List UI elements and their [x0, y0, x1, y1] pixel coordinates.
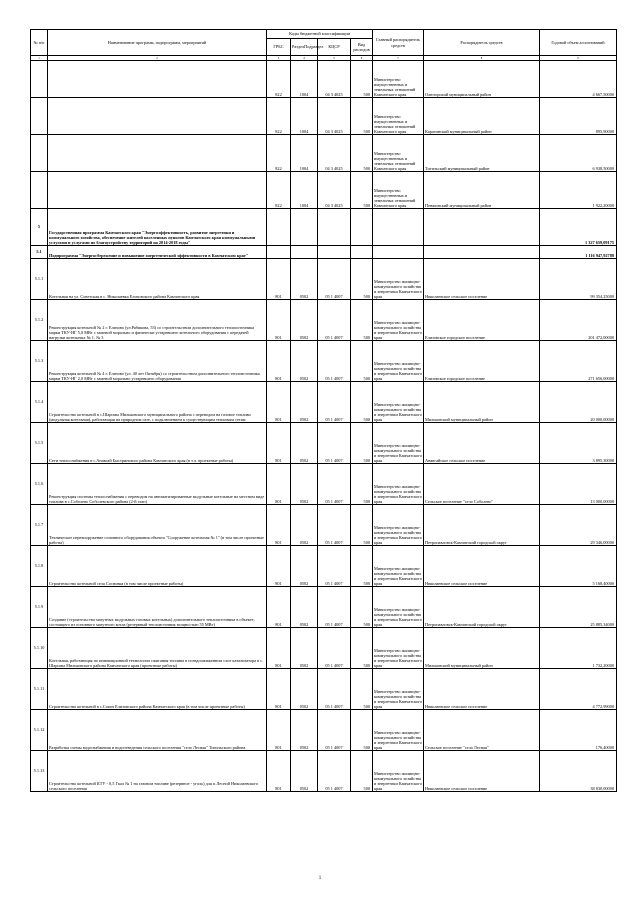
row-csr: 05 1 4007: [318, 751, 351, 792]
table-row: [31, 669, 617, 710]
table-row: [31, 246, 617, 259]
row-main-manager: Министерство жилищно-коммунального хозяйства и энергетики Камчатского края: [373, 669, 424, 710]
row-rzpr: 1004: [291, 98, 318, 135]
row-vr: 500: [351, 710, 373, 751]
table-row: [31, 628, 617, 669]
row-grbs: 801: [267, 423, 291, 464]
row-main-manager: Министерство жилищно-коммунального хозяйства и энергетики Камчатского края: [373, 382, 424, 423]
row-grbs: 822: [267, 172, 291, 209]
row-total: 271 656,00000: [540, 341, 617, 382]
row-name: [48, 61, 267, 98]
row-grbs: 801: [267, 464, 291, 505]
row-name: Подпрограмма "Энергосбережение и повышение энергетической эффективности в Камчатском крае": [48, 246, 267, 259]
row-number: 5.1.10: [31, 628, 48, 669]
row-rzpr: 0502: [291, 710, 318, 751]
row-rzpr: 0502: [291, 587, 318, 628]
column-number: 8: [424, 56, 540, 61]
row-number: [31, 98, 48, 135]
row-rzpr: [291, 209, 318, 246]
row-main-manager: Министерство имущественных и земельных отношений Камчатского края: [373, 135, 424, 172]
column-number: 3: [267, 56, 291, 61]
row-grbs: 801: [267, 546, 291, 587]
row-main-manager: Министерство жилищно-коммунального хозяйства и энергетики Камчатского края: [373, 710, 424, 751]
row-name: Сети теплоснабжения в с.Анавгай Быстринского района Камчатского края (в т.ч. проектные работы): [48, 423, 267, 464]
row-vr: 500: [351, 382, 373, 423]
row-vr: [351, 246, 373, 259]
row-total: 29 346,00000: [540, 505, 617, 546]
row-vr: 500: [351, 98, 373, 135]
row-name: Строительство котельной КТУ - 0,5 Гкал № 1 на газовом топливе (резервное - уголь) для п.Лесной Николаевского сельского поселения: [48, 751, 267, 792]
header-csr: КЦСР: [318, 39, 351, 56]
row-csr: 04 3 4025: [318, 172, 351, 209]
row-total: 1 732,20000: [540, 628, 617, 669]
row-grbs: 801: [267, 628, 291, 669]
row-grbs: 801: [267, 587, 291, 628]
row-total: 4 667,50000: [540, 61, 617, 98]
column-number: 6: [351, 56, 373, 61]
header-main: Главный распорядитель средств: [373, 30, 424, 56]
row-total: 6 938,50000: [540, 135, 617, 172]
row-total: 1 922,20000: [540, 172, 617, 209]
row-csr: 05 1 4007: [318, 300, 351, 341]
table-row: [31, 135, 617, 172]
row-vr: 500: [351, 423, 373, 464]
row-name: Реконструкция котельной № 4 г. Елизово (ул. 40 лет Октября) со строительством дополнительного теплоисточника марки ТКУ-НГ 2,0 МВт с заменой морально устаревшего оборудования: [48, 341, 267, 382]
row-recipient: Сельское поселение "село Соболево": [424, 464, 540, 505]
row-name: Котельная, работающая по инновационной технологии сжигания топлива в псевдоожиженном слое катализатора в с. Шаромы Мильковского района Камчатского края (проектные работы): [48, 628, 267, 669]
table-row: [31, 587, 617, 628]
row-vr: 500: [351, 259, 373, 300]
table-row: [31, 710, 617, 751]
row-rzpr: 0502: [291, 669, 318, 710]
row-total: 176,40000: [540, 710, 617, 751]
row-recipient: [424, 246, 540, 259]
table-row: [31, 423, 617, 464]
table-row: [31, 341, 617, 382]
row-recipient: Николаевское сельское поселение: [424, 546, 540, 587]
table-row: [31, 259, 617, 300]
column-number: 2: [48, 56, 267, 61]
row-name: Строительство котельной села Сосновка (в том числе проектные работы): [48, 546, 267, 587]
budget-table: [30, 29, 617, 792]
row-main-manager: Министерство имущественных и земельных отношений Камчатского края: [373, 61, 424, 98]
row-csr: 05 1 4007: [318, 546, 351, 587]
table-row: [31, 382, 617, 423]
row-vr: 500: [351, 505, 373, 546]
table-row: [31, 300, 617, 341]
row-total: 99 354,25000: [540, 259, 617, 300]
row-name: Разработка схемы водоснабжения и водоотведения сельского поселения "село Лесная" Тигильского района: [48, 710, 267, 751]
row-number: 5.1.3: [31, 341, 48, 382]
row-rzpr: 0502: [291, 300, 318, 341]
header-name: Наименование программ, подпрограмм, мероприятий: [48, 30, 267, 56]
row-grbs: 801: [267, 505, 291, 546]
row-grbs: 801: [267, 300, 291, 341]
row-csr: [318, 209, 351, 246]
header-num: № п/п: [31, 30, 48, 56]
row-main-manager: Министерство имущественных и земельных отношений Камчатского края: [373, 98, 424, 135]
row-number: 5.1.9: [31, 587, 48, 628]
row-main-manager: Министерство жилищно-коммунального хозяйства и энергетики Камчатского края: [373, 505, 424, 546]
row-main-manager: Министерство жилищно-коммунального хозяйства и энергетики Камчатского края: [373, 628, 424, 669]
row-number: 5.1.7: [31, 505, 48, 546]
row-name: [48, 135, 267, 172]
header-grbs: ГРБС: [267, 39, 291, 56]
row-recipient: Мильковский муниципальный район: [424, 628, 540, 669]
header-recipient: Распорядитель средств: [424, 30, 540, 56]
row-main-manager: Министерство жилищно-коммунального хозяйства и энергетики Камчатского края: [373, 587, 424, 628]
row-number: [31, 172, 48, 209]
row-rzpr: 0502: [291, 505, 318, 546]
row-main-manager: Министерство жилищно-коммунального хозяйства и энергетики Камчатского края: [373, 423, 424, 464]
row-number: 5.1: [31, 246, 48, 259]
row-vr: 500: [351, 172, 373, 209]
table-row: [31, 546, 617, 587]
row-number: [31, 61, 48, 98]
row-vr: 500: [351, 628, 373, 669]
row-grbs: 801: [267, 710, 291, 751]
row-vr: 500: [351, 135, 373, 172]
row-number: 5.1.1: [31, 259, 48, 300]
row-rzpr: 0502: [291, 423, 318, 464]
row-total: 1 116 947,92788: [540, 246, 617, 259]
table-body: [31, 61, 617, 792]
row-total: 13 000,00000: [540, 464, 617, 505]
page-number: 1: [318, 876, 322, 881]
row-recipient: Тигильский муниципальный район: [424, 135, 540, 172]
row-total: 1 327 659,09175: [540, 209, 617, 246]
column-number: 4: [291, 56, 318, 61]
row-total: 4 772,99000: [540, 669, 617, 710]
row-grbs: 801: [267, 751, 291, 792]
row-number: 5.1.5: [31, 423, 48, 464]
row-csr: 04 3 4025: [318, 135, 351, 172]
row-main-manager: Министерство жилищно-коммунального хозяйства и энергетики Камчатского края: [373, 300, 424, 341]
row-rzpr: 0502: [291, 464, 318, 505]
row-recipient: Петропавловск-Камчатский городской округ: [424, 505, 540, 546]
row-rzpr: [291, 246, 318, 259]
row-vr: 500: [351, 464, 373, 505]
table-row: [31, 751, 617, 792]
row-grbs: 801: [267, 341, 291, 382]
row-vr: [351, 209, 373, 246]
row-csr: 05 1 4007: [318, 710, 351, 751]
table-row: [31, 505, 617, 546]
row-total: 3 895,30000: [540, 423, 617, 464]
row-rzpr: 0502: [291, 259, 318, 300]
row-recipient: Елизовское городское поселение: [424, 300, 540, 341]
row-number: 5.1.11: [31, 669, 48, 710]
row-total: 895,90000: [540, 98, 617, 135]
row-recipient: Николаевское сельское поселение: [424, 669, 540, 710]
row-recipient: Елизовское городское поселение: [424, 341, 540, 382]
row-csr: 05 1 4007: [318, 628, 351, 669]
row-name: Создание (строительство мазутных модульных газовых котельных) дополнительного теплоисточника в объекте, состоящего из основного мазутного котла (резервный теплоисточник мощностью 55 МВт): [48, 587, 267, 628]
row-number: 5.1.8: [31, 546, 48, 587]
row-number: 5.1.2: [31, 300, 48, 341]
row-name: [48, 98, 267, 135]
row-name: Техническое перевооружение основного оборудования объекта "Сооружение котельная № 1" (в том числе проектные работы): [48, 505, 267, 546]
row-main-manager: [373, 246, 424, 259]
row-rzpr: 0502: [291, 751, 318, 792]
row-number: 5: [31, 209, 48, 246]
row-csr: 05 1 4007: [318, 505, 351, 546]
row-recipient: [424, 209, 540, 246]
row-recipient: Николаевское сельское поселение: [424, 259, 540, 300]
row-name: Строительство котельной в с.Шаромы Мильковского муниципального района с переводом на газовое топливо (модульная котельная), работающая на природном газе, с подключением к существующим тепловым сетям: [48, 382, 267, 423]
row-grbs: [267, 209, 291, 246]
row-csr: 05 1 4007: [318, 423, 351, 464]
table-row: [31, 172, 617, 209]
row-csr: 04 3 4025: [318, 61, 351, 98]
row-number: 5.1.6: [31, 464, 48, 505]
row-grbs: [267, 246, 291, 259]
row-recipient: Анавгайское сельское поселение: [424, 423, 540, 464]
row-recipient: Николаевское сельское поселение: [424, 751, 540, 792]
row-vr: 500: [351, 300, 373, 341]
row-csr: 05 1 4007: [318, 259, 351, 300]
row-recipient: Олюторский муниципальный район: [424, 61, 540, 98]
row-main-manager: Министерство жилищно-коммунального хозяйства и энергетики Камчатского края: [373, 341, 424, 382]
row-rzpr: 1004: [291, 135, 318, 172]
row-name: Строительство котельной в с.Сокоч Елизовского района Камчатского края (в том числе проектные работы): [48, 669, 267, 710]
row-csr: 05 1 4007: [318, 587, 351, 628]
row-number: [31, 135, 48, 172]
row-rzpr: 0502: [291, 382, 318, 423]
row-name: [48, 172, 267, 209]
header-total: Годовой объем ассигнований: [540, 30, 617, 56]
row-total: 201 472,00000: [540, 300, 617, 341]
row-name: Реконструкция системы теплоснабжения с переводом на автоматизированные модульные котельные на местном виде топлива в с.Соболево Соболевского района (2-й этап): [48, 464, 267, 505]
column-number: 9: [540, 56, 617, 61]
row-grbs: 801: [267, 382, 291, 423]
column-number: 5: [318, 56, 351, 61]
row-grbs: 822: [267, 61, 291, 98]
row-main-manager: Министерство жилищно-коммунального хозяйства и энергетики Камчатского края: [373, 546, 424, 587]
row-total: 5 168,40000: [540, 546, 617, 587]
row-csr: [318, 246, 351, 259]
row-number: 5.1.12: [31, 710, 48, 751]
table-row: [31, 464, 617, 505]
row-csr: 05 1 4007: [318, 341, 351, 382]
row-grbs: 801: [267, 259, 291, 300]
row-rzpr: 1004: [291, 61, 318, 98]
row-csr: 05 1 4007: [318, 669, 351, 710]
row-recipient: Карагинский муниципальный район: [424, 98, 540, 135]
table-row: [31, 209, 617, 246]
row-vr: 500: [351, 587, 373, 628]
budget-table-sheet: [30, 29, 616, 792]
row-csr: 05 1 4007: [318, 464, 351, 505]
column-number: 1: [31, 56, 48, 61]
column-number: 7: [373, 56, 424, 61]
row-total: 25 885,34000: [540, 587, 617, 628]
row-rzpr: 0502: [291, 546, 318, 587]
row-name: Государственная программа Камчатского края "Энергоэффективность, развитие энергетики и коммунального хозяйства, обеспечение жителей населенных пунктов Камчатского края коммунальными услугами и услугами по благоустройству территорий на 2014-2018 годы": [48, 209, 267, 246]
row-number: 5.1.13: [31, 751, 48, 792]
row-rzpr: 1004: [291, 172, 318, 209]
row-main-manager: Министерство имущественных и земельных отношений Камчатского края: [373, 172, 424, 209]
row-total: 20 000,00000: [540, 382, 617, 423]
header-vr: Вид расходов: [351, 39, 373, 56]
row-recipient: Петропавловск-Камчатский городской округ: [424, 587, 540, 628]
row-csr: 04 3 4025: [318, 98, 351, 135]
row-total: 38 830,00000: [540, 751, 617, 792]
header-rzpr: РазделПодраздел: [291, 39, 318, 56]
row-grbs: 822: [267, 98, 291, 135]
row-recipient: Сельское поселение "село Лесная": [424, 710, 540, 751]
table-row: [31, 61, 617, 98]
row-rzpr: 0502: [291, 628, 318, 669]
row-name: Реконструкция котельной № 2 г. Елизово (ул.Рябикова, 53) со строительством дополнительного теплоисточника марки ТКУ-НГ 5,0 МВт с заменой морально и физически устаревшего котельного оборудования с передачей нагрузки котельных № 1, № 3: [48, 300, 267, 341]
row-main-manager: Министерство жилищно-коммунального хозяйства и энергетики Камчатского края: [373, 464, 424, 505]
row-vr: 500: [351, 546, 373, 587]
row-recipient: Пенжинский муниципальный район: [424, 172, 540, 209]
row-number: 5.1.4: [31, 382, 48, 423]
row-vr: 500: [351, 669, 373, 710]
row-rzpr: 0502: [291, 341, 318, 382]
row-vr: 500: [351, 61, 373, 98]
row-main-manager: [373, 209, 424, 246]
row-vr: 500: [351, 751, 373, 792]
row-name: Котельная на ул. Советская в с. Николаевка Елизовского района Камчатского края: [48, 259, 267, 300]
table-row: [31, 98, 617, 135]
row-vr: 500: [351, 341, 373, 382]
row-main-manager: Министерство жилищно-коммунального хозяйства и энергетики Камчатского края: [373, 259, 424, 300]
row-grbs: 801: [267, 669, 291, 710]
row-recipient: Мильковский муниципальный район: [424, 382, 540, 423]
row-grbs: 822: [267, 135, 291, 172]
row-csr: 05 1 4007: [318, 382, 351, 423]
row-main-manager: Министерство жилищно-коммунального хозяйства и энергетики Камчатского края: [373, 751, 424, 792]
header-codes: Коды бюджетной классификации: [267, 30, 373, 39]
